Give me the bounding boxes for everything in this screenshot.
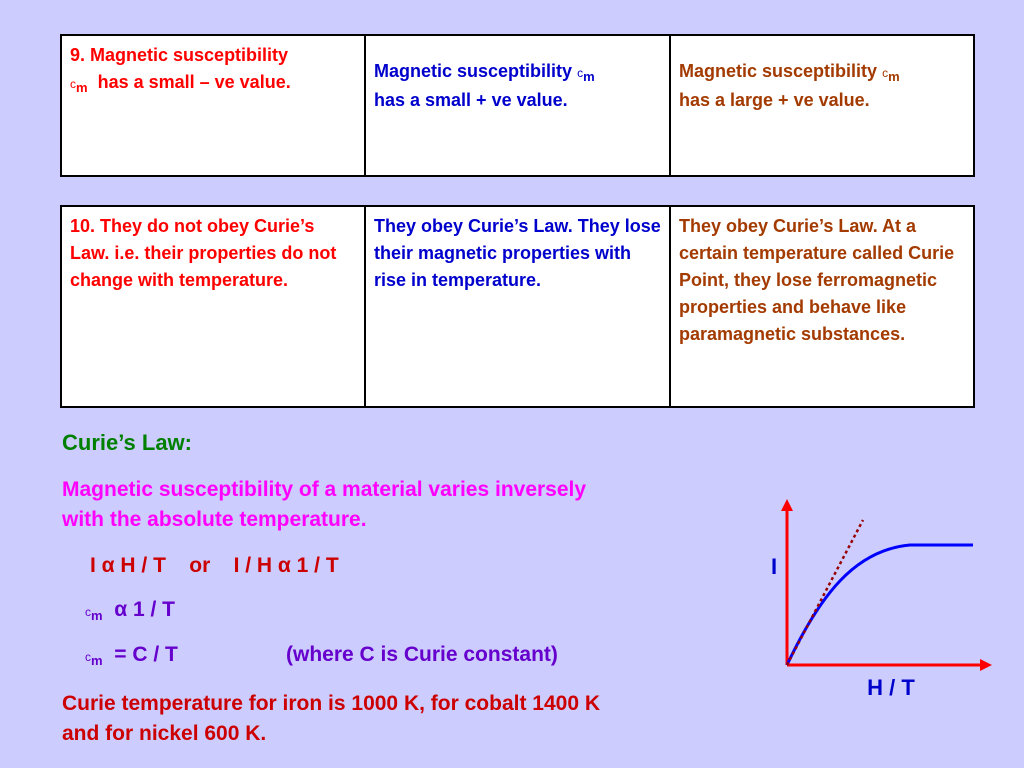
paramagnetic-susceptibility-text: has a small + ve value.	[374, 90, 568, 110]
chi-subscript: m	[888, 69, 900, 84]
chi-symbol: c	[70, 77, 76, 91]
paramagnetic-susceptibility-title: Magnetic susceptibility	[374, 61, 573, 81]
chi-subscript: m	[91, 608, 103, 623]
ferromagnetic-curie-cell: They obey Curie’s Law. At a certain temperature called Curie Point, they lose ferromagnetic properties and behave like paramagnetic substances.	[670, 206, 974, 407]
susceptibility-proportion-equation	[85, 598, 175, 622]
diamagnetic-susceptibility-title: 9. Magnetic susceptibility	[70, 45, 289, 65]
curie-constant-note: (where C is Curie constant)	[286, 643, 558, 666]
curie-law-graph	[760, 495, 1000, 705]
diamagnetic-susceptibility-text: has a small – ve value.	[97, 72, 291, 92]
curie-law-heading: Curie’s Law:	[62, 430, 192, 455]
x-axis-label: H / T	[867, 675, 915, 700]
initial-slope-line	[787, 520, 863, 665]
diamagnetic-curie-cell: 10. They do not obey Curie’s Law. i.e. their properties do not change with temperature.	[61, 206, 365, 407]
chi-symbol: c	[85, 605, 91, 619]
proportion-text: α 1 / T	[114, 598, 175, 621]
curie-constant-equation	[85, 643, 178, 667]
paramagnetic-curie-cell: They obey Curie’s Law. They lose their magnetic properties with rise in temperature.	[365, 206, 670, 407]
diamagnetic-susceptibility-cell	[61, 35, 365, 176]
x-axis-arrow	[980, 659, 992, 671]
ferromagnetic-susceptibility-cell	[670, 35, 974, 176]
chi-subscript: m	[91, 653, 103, 668]
curie-law-statement-line1: Magnetic susceptibility of a material varies inversely	[62, 478, 587, 501]
magnetization-curve	[787, 545, 973, 665]
chi-subscript: m	[76, 80, 88, 95]
y-axis-label: I	[770, 554, 778, 579]
chi-symbol: c	[577, 66, 584, 80]
property-10-table	[60, 205, 975, 408]
chi-symbol: c	[882, 66, 889, 80]
paramagnetic-susceptibility-cell	[365, 35, 670, 176]
y-axis-arrow	[781, 499, 793, 511]
curie-temperature-line1: Curie temperature for iron is 1000 K, for cobalt 1400 K	[62, 692, 601, 715]
ferromagnetic-susceptibility-title: Magnetic susceptibility	[679, 61, 878, 81]
curie-temperature-line2: and for nickel 600 K.	[62, 722, 267, 745]
property-9-table	[60, 34, 975, 177]
chi-subscript: m	[583, 69, 595, 84]
curie-law-statement-line2: with the absolute temperature.	[62, 508, 367, 531]
proportionality-equation: I α H / T or I / H α 1 / T	[90, 554, 339, 577]
chi-symbol: c	[85, 650, 91, 664]
equation-text: = C / T	[114, 643, 178, 666]
ferromagnetic-susceptibility-text: has a large + ve value.	[679, 90, 870, 110]
